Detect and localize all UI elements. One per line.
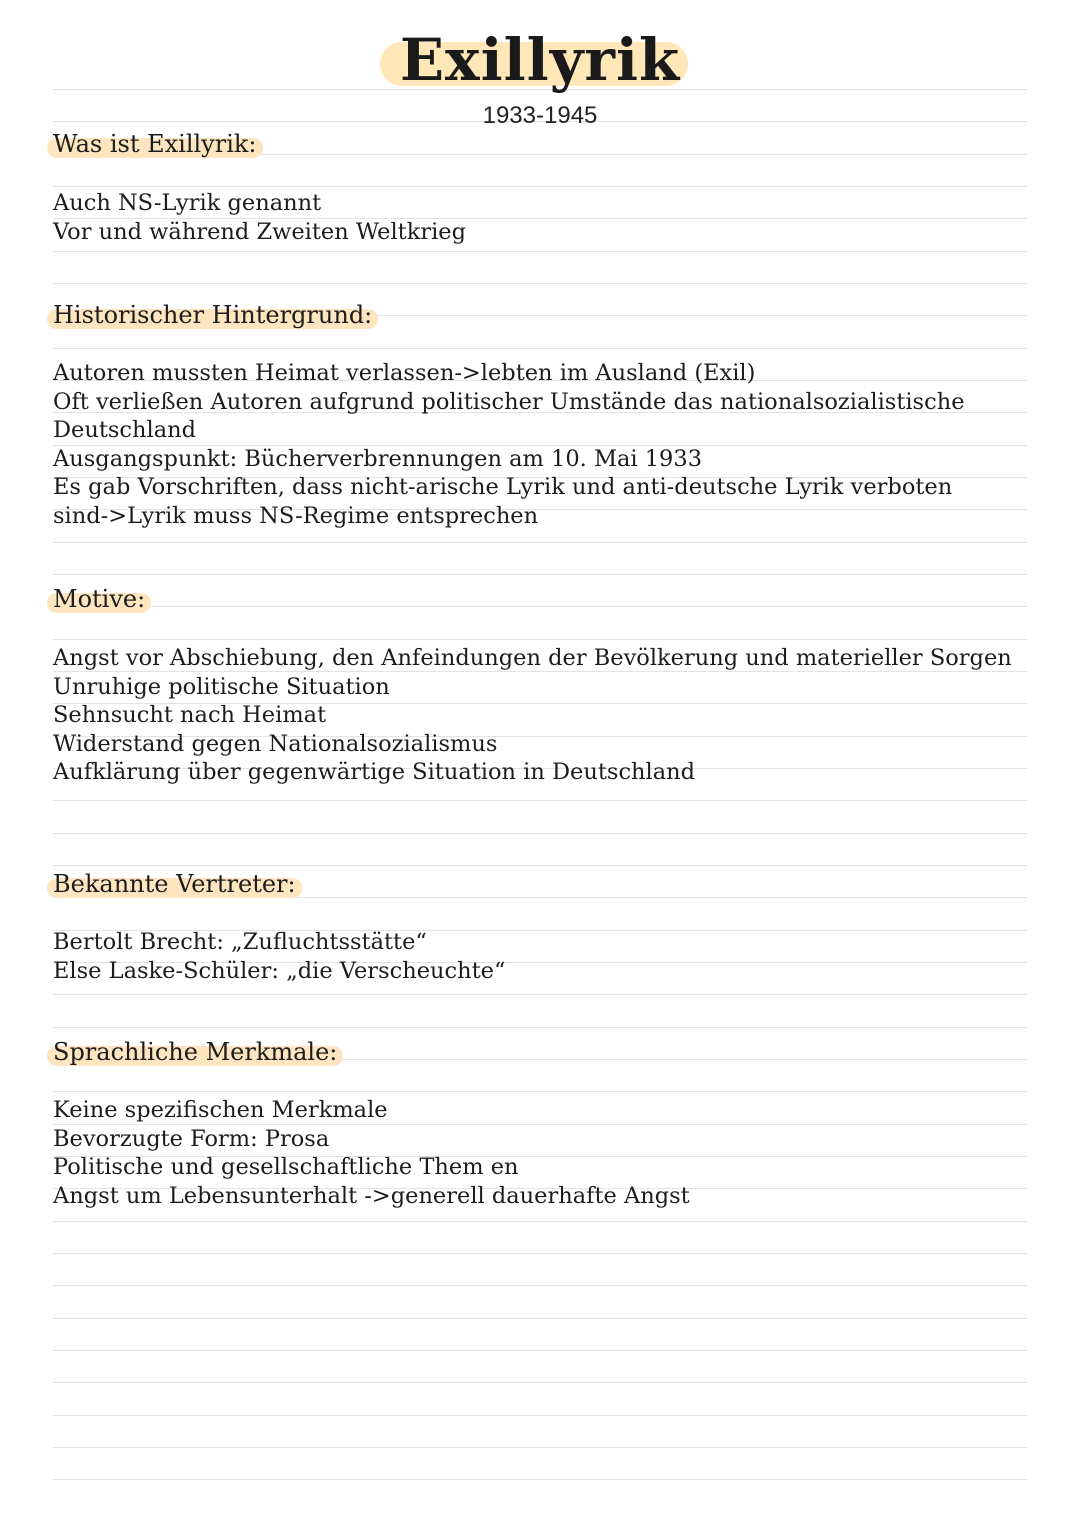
- list-item: Auch NS-Lyrik genannt: [53, 190, 322, 216]
- list-item: Keine spezifischen Merkmale: [53, 1097, 388, 1123]
- list-item: Widerstand gegen Nationalsozialismus: [53, 730, 498, 757]
- list-item: Bertolt Brecht: „Zufluchtsstätte“: [53, 929, 427, 955]
- section-heading-sprachliche-merkmale: Sprachliche Merkmale:: [53, 1038, 338, 1066]
- page-title: [400, 22, 680, 98]
- section-body-bekannte-vertreter: [53, 928, 1013, 985]
- list-item: Es gab Vorschriften, dass nicht-arische Lyrik und anti-deutsche Lyrik verboten sind->Lyrik muss NS-Regime entsprechen: [53, 474, 953, 529]
- list-item: Angst vor Abschiebung, den Anfeindungen der Bevölkerung und materieller Sorgen: [53, 645, 1012, 671]
- list-item: Bevorzugte Form: Prosa: [53, 1125, 330, 1152]
- section-body-historischer-hintergrund: [53, 359, 1013, 531]
- list-item: Vor und während Zweiten Weltkrieg: [53, 218, 467, 245]
- list-item: Sehnsucht nach Heimat: [53, 702, 327, 729]
- list-item: Oft verließen Autoren aufgrund politischer Umstände das nationalsozialistische Deutschland: [53, 388, 965, 444]
- section-body-was-ist: [53, 189, 1013, 246]
- list-item: Ausgangspunkt: Bücherverbrennungen am 10. Mai 1933: [53, 445, 703, 472]
- list-item: Autoren mussten Heimat verlassen->lebten im Ausland (Exil): [53, 360, 756, 386]
- page-title-text: Exillyrik: [399, 26, 681, 94]
- list-item: Angst um Lebensunterhalt ->generell dauerhafte Angst: [53, 1182, 690, 1209]
- title-block: [0, 22, 1080, 98]
- section-body-sprachliche-merkmale: [53, 1096, 1013, 1210]
- section-heading-motive: Motive:: [53, 585, 146, 613]
- section-body-motive: [53, 644, 1013, 787]
- list-item: Politische und gesellschaftliche Them en: [53, 1154, 519, 1181]
- section-heading-was-ist: Was ist Exillyrik:: [53, 130, 257, 158]
- list-item: Unruhige politische Situation: [53, 673, 390, 700]
- section-heading-bekannte-vertreter: Bekannte Vertreter:: [53, 870, 296, 898]
- list-item: Aufklärung über gegenwärtige Situation in Deutschland: [53, 759, 696, 786]
- page-subtitle-years: 1933-1945: [482, 102, 598, 129]
- list-item: Else Laske-Schüler: „die Verscheuchte“: [53, 957, 506, 984]
- section-heading-historischer-hintergrund: Historischer Hintergrund:: [53, 301, 373, 329]
